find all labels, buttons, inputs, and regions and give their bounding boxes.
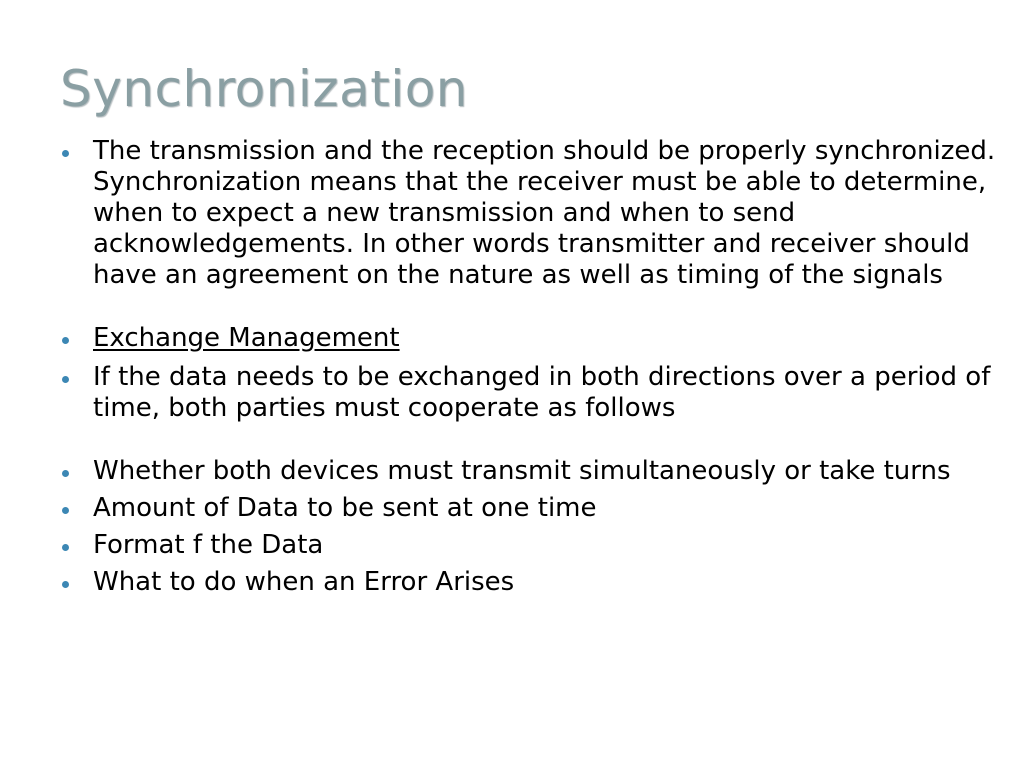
bullet-item-data-format	[60, 530, 1000, 561]
bullet-text: The transmission and the reception should be properly synchronized. Synchronization means that the receiver must be able to determine, when to expect a new transmission and when to send acknowledgements. In other words transmitter and receiver should have an agreement on the nature as well as timing of the signals	[93, 136, 996, 290]
bullet-text: What to do when an Error Arises	[93, 567, 515, 597]
bullet-item-exchange-management	[60, 323, 1000, 354]
bullet-dot-icon	[62, 470, 69, 477]
bullet-dot-icon	[62, 337, 69, 344]
section-heading: Exchange Management	[93, 323, 400, 353]
bullet-item-exchange-description	[60, 362, 1000, 424]
bullet-item-data-amount	[60, 493, 1000, 524]
bullet-text: Amount of Data to be sent at one time	[93, 493, 597, 523]
bullet-dot-icon	[62, 150, 69, 157]
bullet-item-error-handling	[60, 567, 1000, 598]
bullet-text: If the data needs to be exchanged in both directions over a period of time, both parties must cooperate as follows	[93, 362, 991, 423]
bullet-item-transmission-mode	[60, 456, 1000, 487]
bullet-item-synchronization-definition	[60, 136, 1000, 291]
bullet-list	[60, 136, 1000, 598]
bullet-dot-icon	[62, 544, 69, 551]
bullet-dot-icon	[62, 581, 69, 588]
slide-title: Synchronization	[60, 60, 468, 118]
bullet-text: Whether both devices must transmit simultaneously or take turns	[93, 456, 951, 486]
bullet-text: Format f the Data	[93, 530, 324, 560]
bullet-dot-icon	[62, 376, 69, 383]
bullet-dot-icon	[62, 507, 69, 514]
